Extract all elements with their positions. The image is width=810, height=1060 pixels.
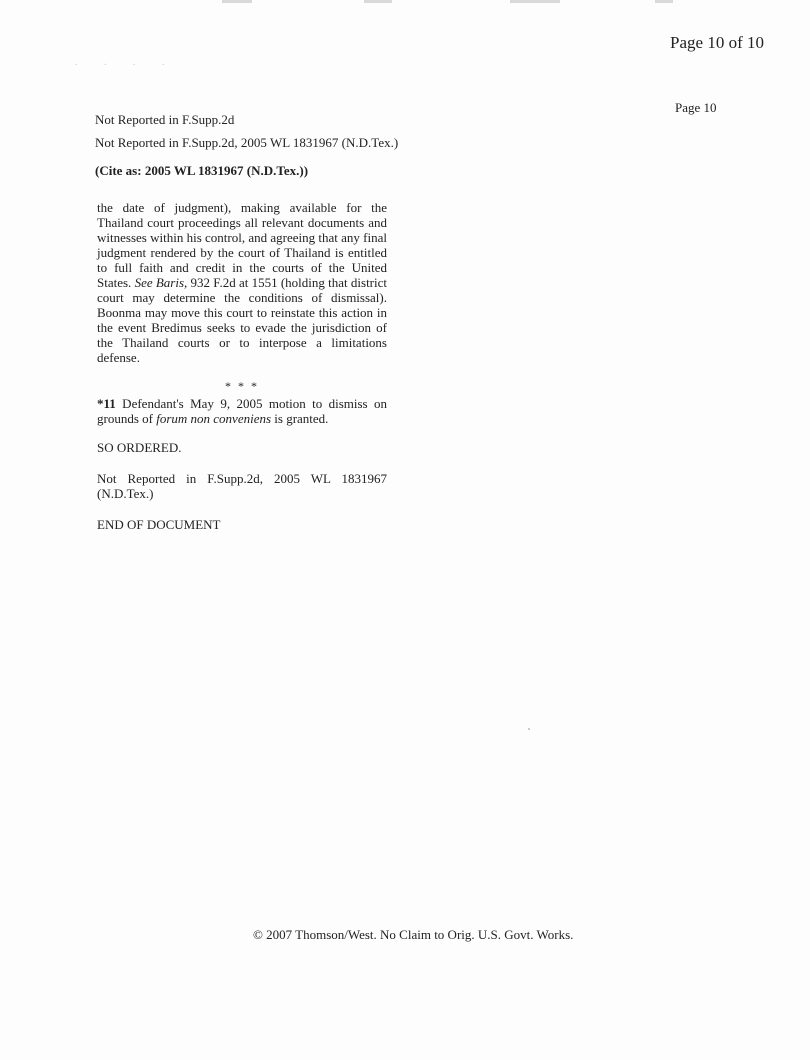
paragraph-judgment-conditions xyxy=(97,200,387,365)
copyright-footer: © 2007 Thomson/West. No Claim to Orig. U.S. Govt. Works. xyxy=(253,927,574,942)
section-separator: * * * xyxy=(225,379,259,393)
reporter-line: Not Reported in F.Supp.2d xyxy=(95,112,235,127)
so-ordered: SO ORDERED. xyxy=(97,440,182,455)
paragraph-text: Defendant's May 9, 2005 motion to dismiss on grounds of xyxy=(97,396,387,426)
scan-artifact-dot xyxy=(528,728,530,730)
page-label: Page 10 xyxy=(675,100,717,115)
cite-as-line: (Cite as: 2005 WL 1831967 (N.D.Tex.)) xyxy=(95,163,309,178)
page-marker: *11 xyxy=(97,396,116,411)
scan-artifact xyxy=(222,0,252,3)
case-reference: See Baris, xyxy=(134,275,188,290)
end-of-document: END OF DOCUMENT xyxy=(97,517,221,532)
scan-artifact xyxy=(655,0,673,3)
paragraph-text: 932 F.2d at 1551 (holding that district court may determine the conditions of dismissal). Boonma may move this court to reinstate this action in the event Bredimus seeks to evade the jurisdiction of the Thailand courts or to interpose a limitations defense. xyxy=(97,275,388,365)
closing-citation: Not Reported in F.Supp.2d, 2005 WL 1831967 (N.D.Tex.) xyxy=(97,471,387,501)
citation-line: Not Reported in F.Supp.2d, 2005 WL 1831967 (N.D.Tex.) xyxy=(95,135,399,150)
paragraph-text: is granted. xyxy=(271,411,329,426)
paragraph-ruling xyxy=(97,396,387,426)
paragraph-text: the date of judgment), making available for the Thailand court proceedings all relevant documents and witnesses within his control, and agreeing that any final judgment rendered by the court of Thailand is entitled to full faith and credit in the courts of the United States. xyxy=(97,200,387,290)
opinion-column xyxy=(97,200,387,532)
scan-artifact xyxy=(510,0,560,3)
scan-artifact xyxy=(364,0,392,3)
page-counter: Page 10 of 10 xyxy=(670,33,764,52)
scan-artifact-dots: . . . . xyxy=(75,57,177,68)
legal-term: forum non conveniens xyxy=(156,411,272,426)
